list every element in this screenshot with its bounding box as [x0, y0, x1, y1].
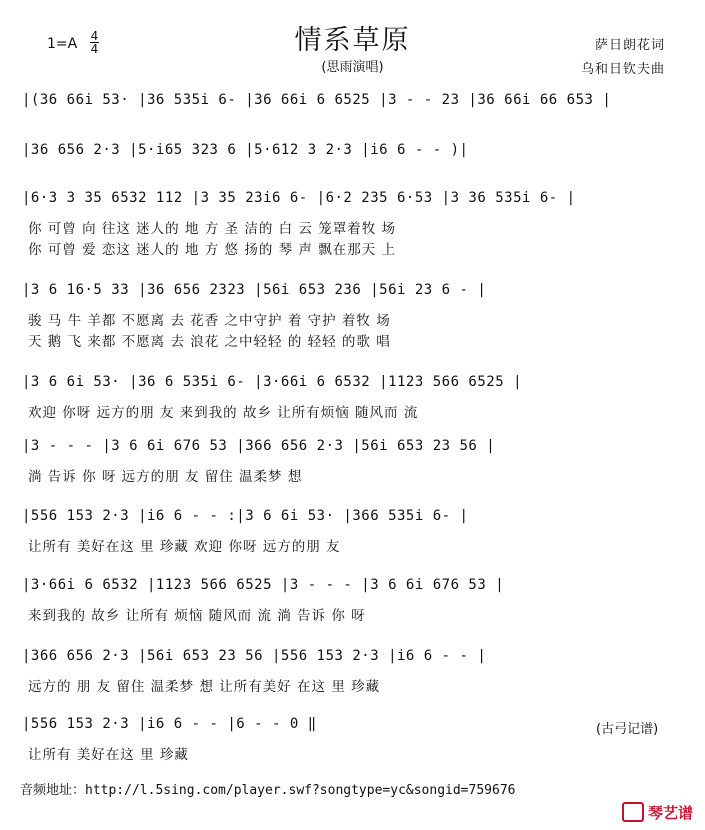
score-row-9-notes: |366 656 2·3 |56i 653 23 56 |556 153 2·3 |i6 6 - - | — [22, 648, 487, 664]
song-title: 情系草原 — [294, 25, 411, 56]
score-row-8-lyrics: 来到我的 故乡 让所有 烦恼 随风而 流 淌 告诉 你 呀 — [28, 608, 366, 624]
score-row-10-notes: |556 153 2·3 |i6 6 - - |6 - - 0 ‖ — [22, 716, 317, 732]
score-row-4-lyrics-verse2: 天 鹅 飞 来都 不愿离 去 浪花 之中轻轻 的 轻轻 的歌 唱 — [28, 334, 391, 350]
time-bottom: 4 — [90, 42, 99, 56]
site-logo — [622, 802, 693, 824]
score-row-6-lyrics: 淌 告诉 你 呀 远方的朋 友 留住 温柔梦 想 — [28, 469, 303, 485]
singer-subtitle: (思雨演唱) — [321, 60, 384, 75]
score-row-3-notes: |6·3 3 35 6532 112 |3 35 23i6 6- |6·2 235 6·53 |3 36 535i 6- | — [22, 190, 576, 206]
score-row-9-lyrics: 远方的 朋 友 留住 温柔梦 想 让所有美好 在这 里 珍藏 — [28, 679, 381, 695]
score-row-1-notes: |(36 66i 53· |36 535i 6- |36 66i 6 6525 |3 - - 23 |36 66i 66 653 | — [22, 92, 612, 108]
composer-credit: 乌和日钦夫曲 — [580, 62, 665, 77]
score-row-5-notes: |3 6 6i 53· |36 6 535i 6- |3·66i 6 6532 |1123 566 6525 | — [22, 374, 523, 390]
key-signature: 1=A — [47, 36, 78, 52]
score-row-10-lyrics: 让所有 美好在这 里 珍藏 — [28, 747, 189, 763]
transcriber-note: (古弓记谱) — [596, 722, 659, 737]
score-row-8-notes: |3·66i 6 6532 |1123 566 6525 |3 - - - |3 6 6i 676 53 | — [22, 577, 505, 593]
score-row-4-lyrics-verse1: 骏 马 牛 羊都 不愿离 去 花香 之中守护 着 守护 着牧 场 — [28, 313, 391, 329]
score-row-3-lyrics-verse1: 你 可曾 向 往这 迷人的 地 方 圣 洁的 白 云 笼罩着牧 场 — [28, 221, 396, 237]
score-row-2-notes: |36 656 2·3 |5·i65 323 6 |5·612 3 2·3 |i6 6 - - )| — [22, 142, 469, 158]
score-row-5-lyrics: 欢迎 你呀 远方的朋 友 来到我的 故乡 让所有烦恼 随风而 流 — [28, 405, 419, 421]
score-row-3-lyrics-verse2: 你 可曾 爱 恋这 迷人的 地 方 悠 扬的 琴 声 飘在那天 上 — [28, 242, 396, 258]
time-signature — [90, 30, 99, 55]
score-row-6-notes: |3 - - - |3 6 6i 676 53 |366 656 2·3 |56i 653 23 56 | — [22, 438, 496, 454]
score-row-7-lyrics: 让所有 美好在这 里 珍藏 欢迎 你呀 远方的朋 友 — [28, 539, 341, 555]
logo-icon — [622, 802, 644, 822]
time-top: 4 — [90, 29, 99, 43]
lyricist-credit: 萨日朗花词 — [594, 38, 665, 53]
score-row-4-notes: |3 6 16·5 33 |36 656 2323 |56i 653 236 |56i 23 6 - | — [22, 282, 487, 298]
score-row-7-notes: |556 153 2·3 |i6 6 - - :|3 6 6i 53· |366 535i 6- | — [22, 508, 469, 524]
audio-source-link[interactable]: 音频地址：http://l.5sing.com/player.swf?songtype=yc&songid=759676 — [20, 783, 516, 798]
logo-text: 琴艺谱 — [647, 804, 693, 822]
